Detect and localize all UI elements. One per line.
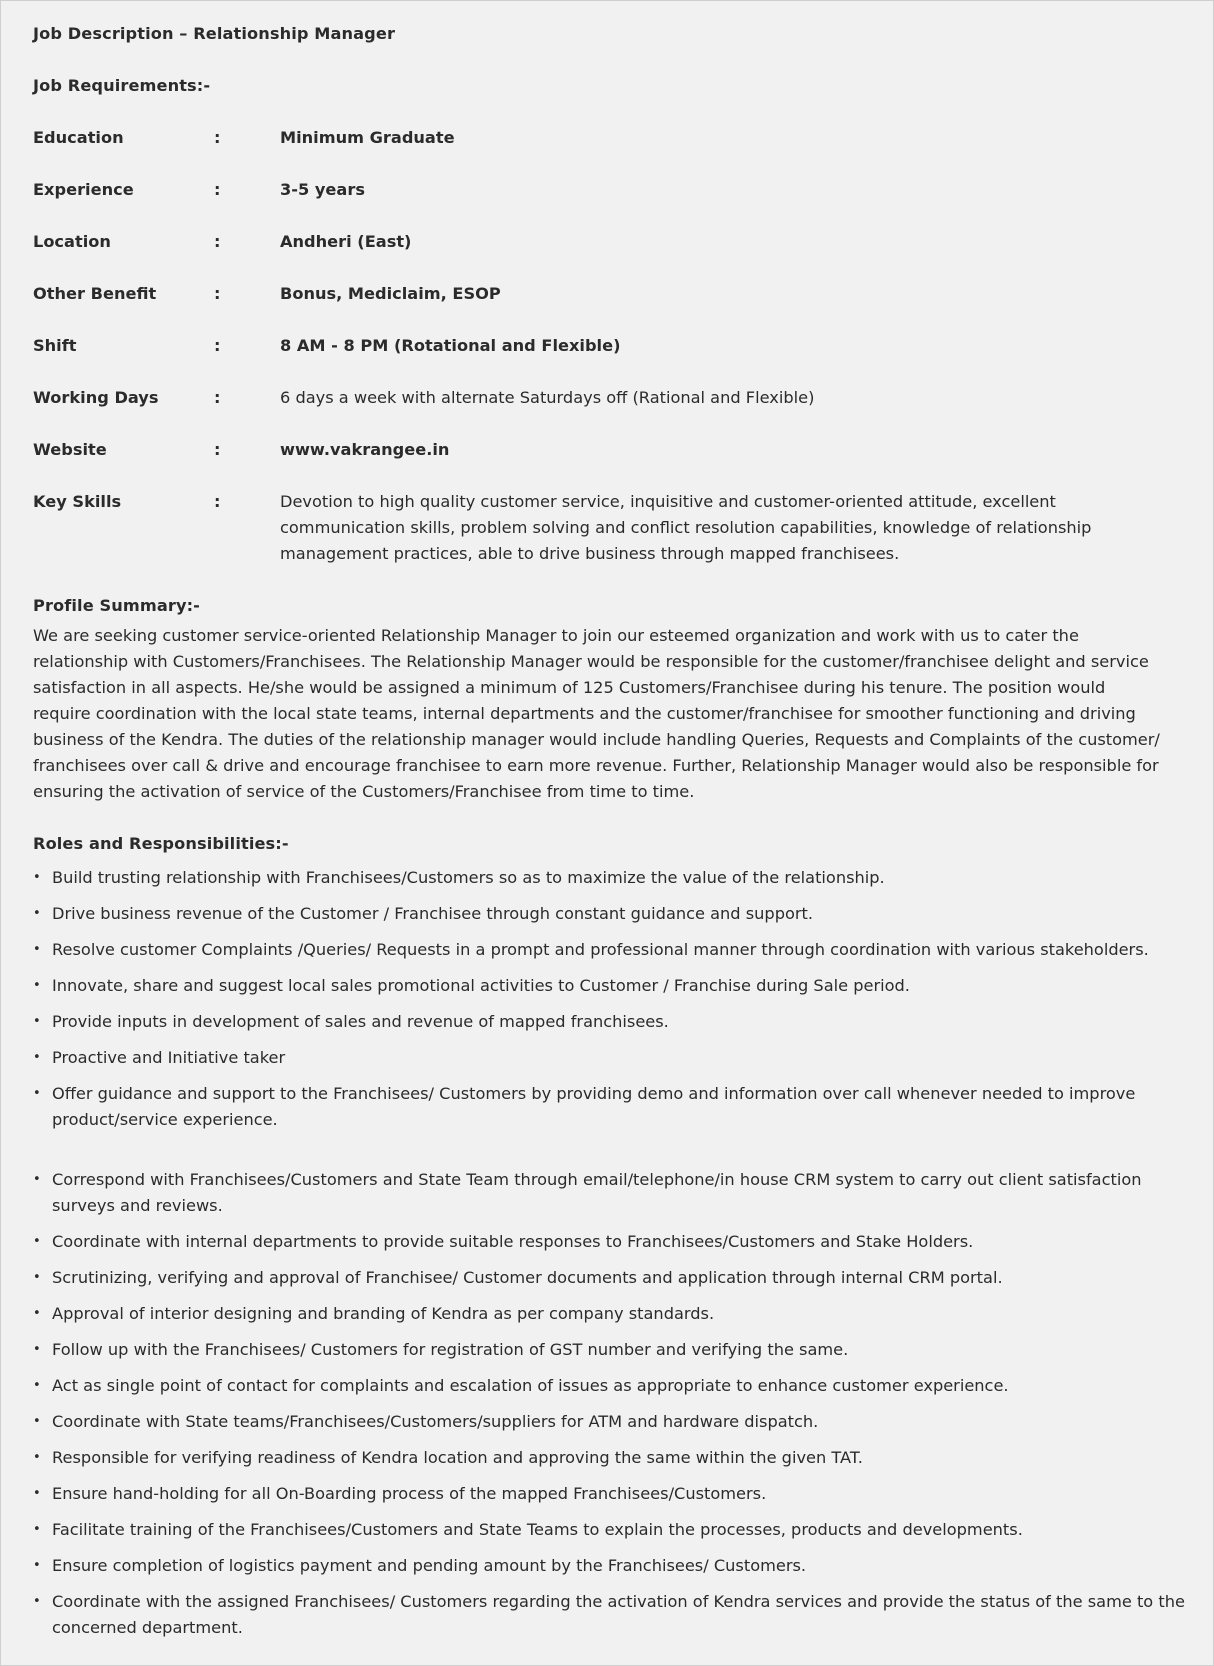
list-item-text: Correspond with Franchisees/Customers and State Team through email/telephone/in house CRM system to carry out client satisfaction surveys and reviews. bbox=[52, 1170, 1142, 1215]
list-item-text: Provide inputs in development of sales and revenue of mapped franchisees. bbox=[52, 1012, 669, 1031]
list-item bbox=[33, 1481, 1192, 1507]
list-item bbox=[33, 1009, 1192, 1035]
list-item bbox=[33, 1229, 1192, 1255]
requirements-heading: Job Requirements:- bbox=[33, 76, 211, 95]
requirement-colon: : bbox=[214, 336, 221, 355]
bullet-icon: • bbox=[33, 1086, 41, 1101]
bullet-icon: • bbox=[33, 1450, 41, 1465]
list-item bbox=[33, 1265, 1192, 1291]
requirement-label: Location bbox=[33, 232, 111, 251]
list-item bbox=[33, 1409, 1192, 1435]
list-item-text: Resolve customer Complaints /Queries/ Requests in a prompt and professional manner through coordination with various stakeholders. bbox=[52, 940, 1149, 959]
list-item bbox=[33, 1373, 1192, 1399]
roles-list bbox=[33, 865, 1193, 1641]
requirement-value: Andheri (East) bbox=[280, 232, 412, 251]
list-item bbox=[33, 1045, 1192, 1071]
bullet-icon: • bbox=[33, 1306, 41, 1321]
requirement-row-location bbox=[33, 229, 1193, 255]
bullet-icon: • bbox=[33, 1270, 41, 1285]
website-value: www.vakrangee.in bbox=[280, 440, 450, 459]
requirement-value: 8 AM - 8 PM (Rotational and Flexible) bbox=[280, 336, 621, 355]
list-item-text: Innovate, share and suggest local sales promotional activities to Customer / Franchise during Sale period. bbox=[52, 976, 910, 995]
requirement-row-experience bbox=[33, 177, 1193, 203]
list-item bbox=[33, 1301, 1192, 1327]
requirement-row-other-benefit bbox=[33, 281, 1193, 307]
list-item-text: Build trusting relationship with Franchisees/Customers so as to maximize the value of the relationship. bbox=[52, 868, 885, 887]
bullet-icon: • bbox=[33, 942, 41, 957]
list-item bbox=[33, 901, 1192, 927]
requirement-label: Education bbox=[33, 128, 124, 147]
list-item bbox=[33, 1589, 1192, 1641]
roles-heading: Roles and Responsibilities:- bbox=[33, 834, 289, 853]
list-item-text: Coordinate with the assigned Franchisees/ Customers regarding the activation of Kendra services and provide the status of the same to the concerned department. bbox=[52, 1592, 1185, 1637]
list-item-text: Scrutinizing, verifying and approval of Franchisee/ Customer documents and application through internal CRM portal. bbox=[52, 1268, 1003, 1287]
requirement-label: Experience bbox=[33, 180, 134, 199]
requirement-label: Website bbox=[33, 440, 107, 459]
list-item-text: Approval of interior designing and branding of Kendra as per company standards. bbox=[52, 1304, 715, 1323]
requirement-row-education bbox=[33, 125, 1193, 151]
bullet-icon: • bbox=[33, 1172, 41, 1187]
requirement-colon: : bbox=[214, 284, 221, 303]
list-item-text: Drive business revenue of the Customer / Franchisee through constant guidance and support. bbox=[52, 904, 814, 923]
requirement-value: Bonus, Mediclaim, ESOP bbox=[280, 284, 501, 303]
requirement-label: Other Benefit bbox=[33, 284, 157, 303]
profile-summary-text: We are seeking customer service-oriented Relationship Manager to join our esteemed organization and work with us to cater the relationship with Customers/Franchisees. The Relationship Manager would be responsible for the customer/franchisee delight and service satisfaction in all aspects. He/she would be assigned a minimum of 125 Customers/Franchisee during his tenure. The position would require coordination with the local state teams, internal departments and the customer/franchisee for smoother functioning and driving business of the Kendra. The duties of the relationship manager would include handling Queries, Requests and Complaints of the customer/ franchisees over call & drive and encourage franchisee to earn more revenue. Further, Relationship Manager would also be responsible for ensuring the activation of service of the Customers/Franchisee from time to time. bbox=[33, 626, 1160, 801]
document-title: Job Description – Relationship Manager bbox=[33, 24, 396, 43]
bullet-icon: • bbox=[33, 1486, 41, 1501]
requirement-label: Shift bbox=[33, 336, 77, 355]
bullet-icon: • bbox=[33, 1594, 41, 1609]
bullet-icon: • bbox=[33, 1558, 41, 1573]
list-item-text: Act as single point of contact for complaints and escalation of issues as appropriate to enhance customer experience. bbox=[52, 1376, 1009, 1395]
list-item bbox=[33, 1081, 1192, 1133]
bullet-icon: • bbox=[33, 906, 41, 921]
list-item bbox=[33, 1517, 1192, 1543]
list-item-text: Coordinate with internal departments to provide suitable responses to Franchisees/Customers and Stake Holders. bbox=[52, 1232, 974, 1251]
requirements-list bbox=[33, 125, 1193, 567]
requirement-value: 6 days a week with alternate Saturdays off (Rational and Flexible) bbox=[280, 388, 815, 407]
requirement-colon: : bbox=[214, 492, 221, 511]
bullet-icon: • bbox=[33, 870, 41, 885]
bullet-icon: • bbox=[33, 1342, 41, 1357]
list-item-text: Coordinate with State teams/Franchisees/Customers/suppliers for ATM and hardware dispatch. bbox=[52, 1412, 819, 1431]
list-item-text: Follow up with the Franchisees/ Customers for registration of GST number and verifying the same. bbox=[52, 1340, 849, 1359]
requirement-row-working-days bbox=[33, 385, 1193, 411]
key-skills-text: Devotion to high quality customer service, inquisitive and customer-oriented attitude, excellent communication skills, problem solving and conflict resolution capabilities, knowledge of relationship management practices, able to drive business through mapped franchisees. bbox=[280, 492, 1092, 563]
bullet-icon: • bbox=[33, 1234, 41, 1249]
requirement-colon: : bbox=[214, 180, 221, 199]
bullet-icon: • bbox=[33, 1378, 41, 1393]
requirement-colon: : bbox=[214, 440, 221, 459]
profile-summary-heading: Profile Summary:- bbox=[33, 596, 200, 615]
bullet-icon: • bbox=[33, 1014, 41, 1029]
bullet-icon: • bbox=[33, 978, 41, 993]
bullet-icon: • bbox=[33, 1050, 41, 1065]
list-item-text: Responsible for verifying readiness of Kendra location and approving the same within the given TAT. bbox=[52, 1448, 863, 1467]
bullet-icon: • bbox=[33, 1414, 41, 1429]
document-content bbox=[33, 21, 1193, 1651]
requirement-colon: : bbox=[214, 232, 221, 251]
requirement-label: Working Days bbox=[33, 388, 159, 407]
requirement-row-shift bbox=[33, 333, 1193, 359]
list-item-text: Offer guidance and support to the Franchisees/ Customers by providing demo and information over call whenever needed to improve product/service experience. bbox=[52, 1084, 1136, 1129]
requirement-colon: : bbox=[214, 388, 221, 407]
list-item bbox=[33, 1445, 1192, 1471]
requirement-colon: : bbox=[214, 128, 221, 147]
list-item bbox=[33, 865, 1192, 891]
list-item bbox=[33, 1167, 1192, 1219]
list-item-text: Ensure completion of logistics payment and pending amount by the Franchisees/ Customers. bbox=[52, 1556, 807, 1575]
list-item bbox=[33, 973, 1192, 999]
list-item bbox=[33, 1553, 1192, 1579]
bullet-icon: • bbox=[33, 1522, 41, 1537]
list-item-text: Proactive and Initiative taker bbox=[52, 1048, 286, 1067]
requirement-value: 3-5 years bbox=[280, 180, 365, 199]
list-item-text: Facilitate training of the Franchisees/Customers and State Teams to explain the processes, products and developments. bbox=[52, 1520, 1023, 1539]
list-item bbox=[33, 1337, 1192, 1363]
list-item-text: Ensure hand-holding for all On-Boarding process of the mapped Franchisees/Customers. bbox=[52, 1484, 767, 1503]
requirement-row-website bbox=[33, 437, 1193, 463]
requirement-label: Key Skills bbox=[33, 492, 122, 511]
requirement-value: Minimum Graduate bbox=[280, 128, 455, 147]
list-item bbox=[33, 937, 1192, 963]
requirement-row-key-skills bbox=[33, 489, 1193, 567]
